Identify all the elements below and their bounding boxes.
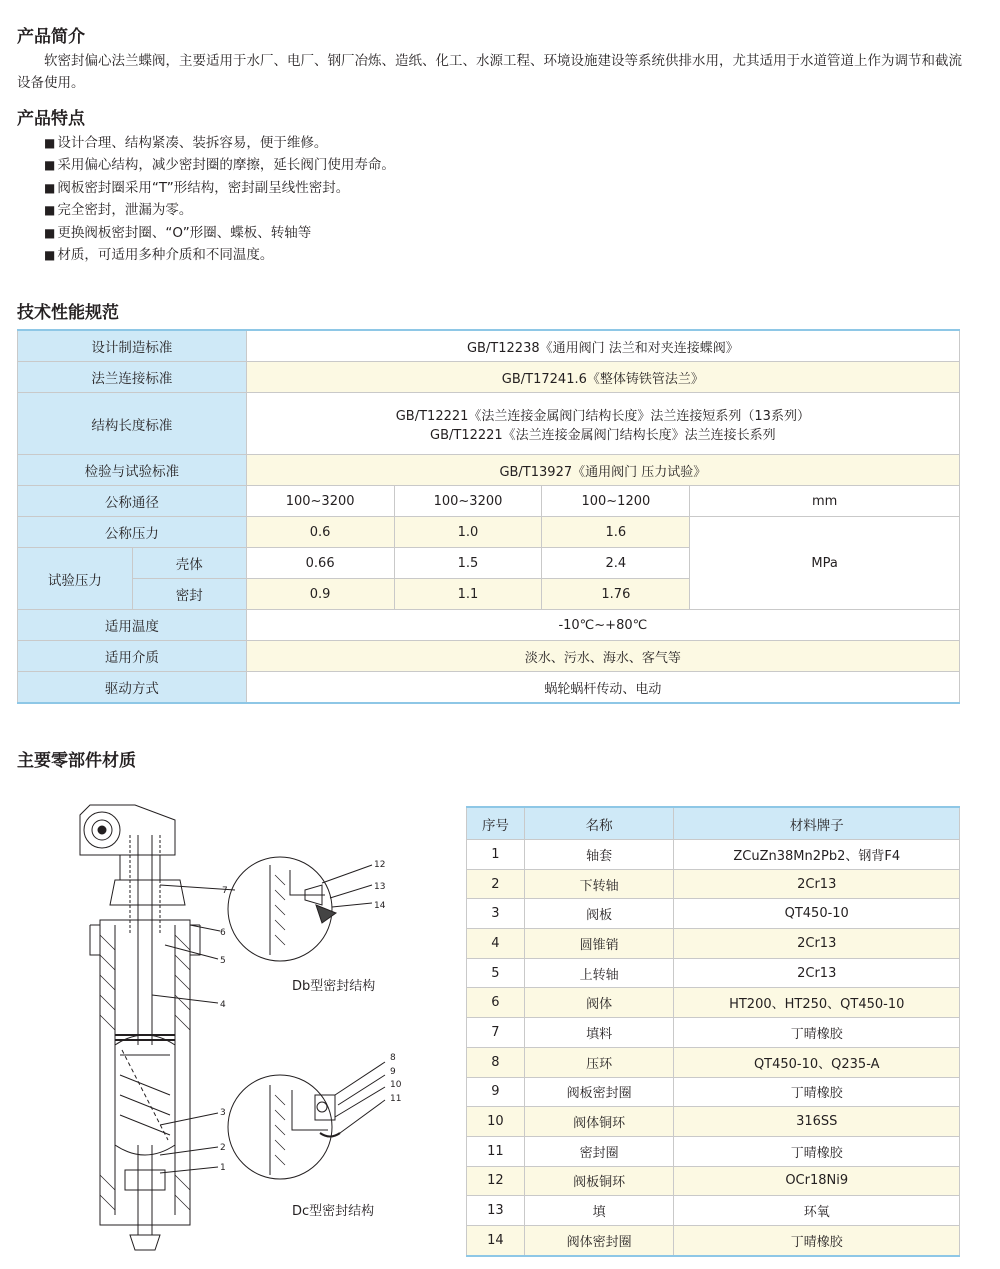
db-callout: 12: [374, 860, 386, 870]
table-row: [467, 988, 960, 1018]
table-row: [467, 869, 960, 899]
table-row: [467, 1136, 960, 1166]
row-no: 7: [467, 1018, 525, 1048]
features-list: [44, 132, 395, 266]
row-name: 填料: [524, 1018, 674, 1048]
length-standard-2: GB/T12221《法兰连接金属阀门结构长度》法兰连接长系列: [430, 427, 776, 443]
row-material: 2Cr13: [674, 929, 960, 959]
row-no: 13: [467, 1196, 525, 1226]
row-no: 14: [467, 1225, 525, 1255]
row-material: 316SS: [674, 1107, 960, 1137]
table-row: [467, 1225, 960, 1255]
dc-callout: 10: [390, 1080, 402, 1090]
row-material: OCr18Ni9: [674, 1166, 960, 1196]
spec-label: 适用介质: [18, 641, 247, 672]
main-callout: 5: [220, 956, 226, 966]
row-no: 12: [467, 1166, 525, 1196]
pressure-unit: MPa: [690, 517, 960, 610]
pn-value: 1.0: [394, 517, 542, 548]
seal-value: 1.76: [542, 579, 690, 610]
materials-header-row: [467, 807, 960, 840]
spec-row-pn: [18, 517, 960, 548]
spec-value: GB/T13927《通用阀门 压力试验》: [246, 455, 959, 486]
table-row: [467, 840, 960, 870]
row-name: 填: [524, 1196, 674, 1226]
intro-text: 软密封偏心法兰蝶阀，主要适用于水厂、电厂、钢厂冶炼、造纸、化工、水源工程、环境设施建设等系统供排水用，尤其适用于水道管道上作为调节和截流设备使用。: [17, 53, 962, 91]
spec-label: 驱动方式: [18, 672, 247, 704]
row-no: 4: [467, 929, 525, 959]
spec-row-design: [18, 330, 960, 362]
shell-label: 壳体: [132, 548, 246, 579]
spec-label: 设计制造标准: [18, 330, 247, 362]
intro-title: 产品简介: [17, 27, 85, 47]
seal-label: 密封: [132, 579, 246, 610]
shell-value: 2.4: [542, 548, 690, 579]
row-name: 阀体铜环: [524, 1107, 674, 1137]
spec-value: 淡水、污水、海水、客气等: [246, 641, 959, 672]
spec-value: 蜗轮蜗杆传动、电动: [246, 672, 959, 704]
table-row: [467, 929, 960, 959]
test-pressure-label: 试验压力: [18, 548, 133, 610]
spec-row-length: [18, 393, 960, 455]
pn-value: 0.6: [246, 517, 394, 548]
spec-label: 适用温度: [18, 610, 247, 641]
main-callout: 7: [222, 886, 228, 896]
spec-row-medium: [18, 641, 960, 672]
seal-value: 1.1: [394, 579, 542, 610]
row-name: 下转轴: [524, 869, 674, 899]
row-no: 3: [467, 899, 525, 929]
spec-value: -10℃~+80℃: [246, 610, 959, 641]
spec-label: 检验与试验标准: [18, 455, 247, 486]
row-material: 丁晴橡胶: [674, 1018, 960, 1048]
db-caption: Db型密封结构: [292, 979, 376, 994]
feature-item: ■ 阀板密封圈采用“T”形结构，密封副呈线性密封。: [44, 177, 395, 199]
row-name: 压环: [524, 1047, 674, 1077]
table-row: [467, 1166, 960, 1196]
row-name: 阀板密封圈: [524, 1077, 674, 1107]
length-standard-1: GB/T12221《法兰连接金属阀门结构长度》法兰连接短系列（13系列）: [395, 408, 810, 424]
spec-row-flange: [18, 362, 960, 393]
table-row: [467, 899, 960, 929]
dc-seal-detail: [228, 1062, 385, 1179]
dn-value: 100~1200: [542, 486, 690, 517]
spec-label: 公称压力: [18, 517, 247, 548]
materials-title: 主要零部件材质: [17, 751, 136, 771]
row-no: 5: [467, 958, 525, 988]
main-callout: 1: [220, 1163, 226, 1173]
row-no: 6: [467, 988, 525, 1018]
db-callout: 14: [374, 901, 386, 911]
row-material: QT450-10、Q235-A: [674, 1047, 960, 1077]
row-material: QT450-10: [674, 899, 960, 929]
spec-value: GB/T17241.6《整体铸铁管法兰》: [246, 362, 959, 393]
pn-value: 1.6: [542, 517, 690, 548]
row-name: 阀体: [524, 988, 674, 1018]
spec-row-test-standard: [18, 455, 960, 486]
feature-item: ■ 完全密封，泄漏为零。: [44, 199, 395, 221]
intro-paragraph: [17, 50, 972, 94]
header-material: 材料牌子: [674, 807, 960, 840]
spec-value: [246, 393, 959, 455]
shell-value: 1.5: [394, 548, 542, 579]
table-row: [467, 958, 960, 988]
dc-callout: 9: [390, 1067, 396, 1077]
row-material: 2Cr13: [674, 869, 960, 899]
row-material: 丁晴橡胶: [674, 1136, 960, 1166]
row-name: 轴套: [524, 840, 674, 870]
table-row: [467, 1077, 960, 1107]
main-callout: 4: [220, 1000, 226, 1010]
spec-value: GB/T12238《通用阀门 法兰和对夹连接蝶阀》: [246, 330, 959, 362]
row-material: HT200、HT250、QT450-10: [674, 988, 960, 1018]
row-no: 8: [467, 1047, 525, 1077]
db-seal-detail: [228, 857, 372, 961]
row-material: 丁晴橡胶: [674, 1077, 960, 1107]
materials-table: [466, 806, 960, 1257]
db-callout: 13: [374, 882, 386, 892]
table-row: [467, 1196, 960, 1226]
table-row: [467, 1047, 960, 1077]
row-no: 9: [467, 1077, 525, 1107]
main-callout: 2: [220, 1143, 226, 1153]
spec-title: 技术性能规范: [17, 303, 119, 323]
valve-drawing: [60, 795, 430, 1255]
dn-value: 100~3200: [246, 486, 394, 517]
row-name: 阀体密封圈: [524, 1225, 674, 1255]
row-no: 10: [467, 1107, 525, 1137]
feature-item: ■ 材质，可适用多种介质和不同温度。: [44, 244, 395, 266]
dc-callout: 11: [390, 1094, 402, 1104]
row-no: 2: [467, 869, 525, 899]
row-material: 环氧: [674, 1196, 960, 1226]
feature-item: ■ 设计合理、结构紧凑、装拆容易，便于维修。: [44, 132, 395, 154]
shell-value: 0.66: [246, 548, 394, 579]
spec-row-temp: [18, 610, 960, 641]
dn-value: 100~3200: [394, 486, 542, 517]
main-callout: 6: [220, 928, 226, 938]
seal-value: 0.9: [246, 579, 394, 610]
header-name: 名称: [524, 807, 674, 840]
table-row: [467, 1018, 960, 1048]
dn-unit: mm: [690, 486, 960, 517]
row-material: ZCuZn38Mn2Pb2、钢背F4: [674, 840, 960, 870]
row-no: 11: [467, 1136, 525, 1166]
spec-table: [17, 329, 960, 704]
feature-item: ■ 采用偏心结构，减少密封圈的摩擦，延长阀门使用寿命。: [44, 154, 395, 176]
row-no: 1: [467, 840, 525, 870]
main-callout: 3: [220, 1108, 226, 1118]
row-name: 上转轴: [524, 958, 674, 988]
spec-row-dn: [18, 486, 960, 517]
header-no: 序号: [467, 807, 525, 840]
table-row: [467, 1107, 960, 1137]
spec-label: 法兰连接标准: [18, 362, 247, 393]
spec-row-drive: [18, 672, 960, 704]
valve-section-view: [80, 805, 235, 1250]
spec-label: 公称通径: [18, 486, 247, 517]
row-name: 阀板铜环: [524, 1166, 674, 1196]
features-title: 产品特点: [17, 109, 85, 129]
feature-item: ■ 更换阀板密封圈、“O”形圈、蝶板、转轴等: [44, 222, 395, 244]
row-name: 圆锥销: [524, 929, 674, 959]
dc-caption: Dc型密封结构: [292, 1204, 375, 1219]
row-material: 丁晴橡胶: [674, 1225, 960, 1255]
dc-callout: 8: [390, 1053, 396, 1063]
row-material: 2Cr13: [674, 958, 960, 988]
row-name: 密封圈: [524, 1136, 674, 1166]
spec-label: 结构长度标准: [18, 393, 247, 455]
row-name: 阀板: [524, 899, 674, 929]
